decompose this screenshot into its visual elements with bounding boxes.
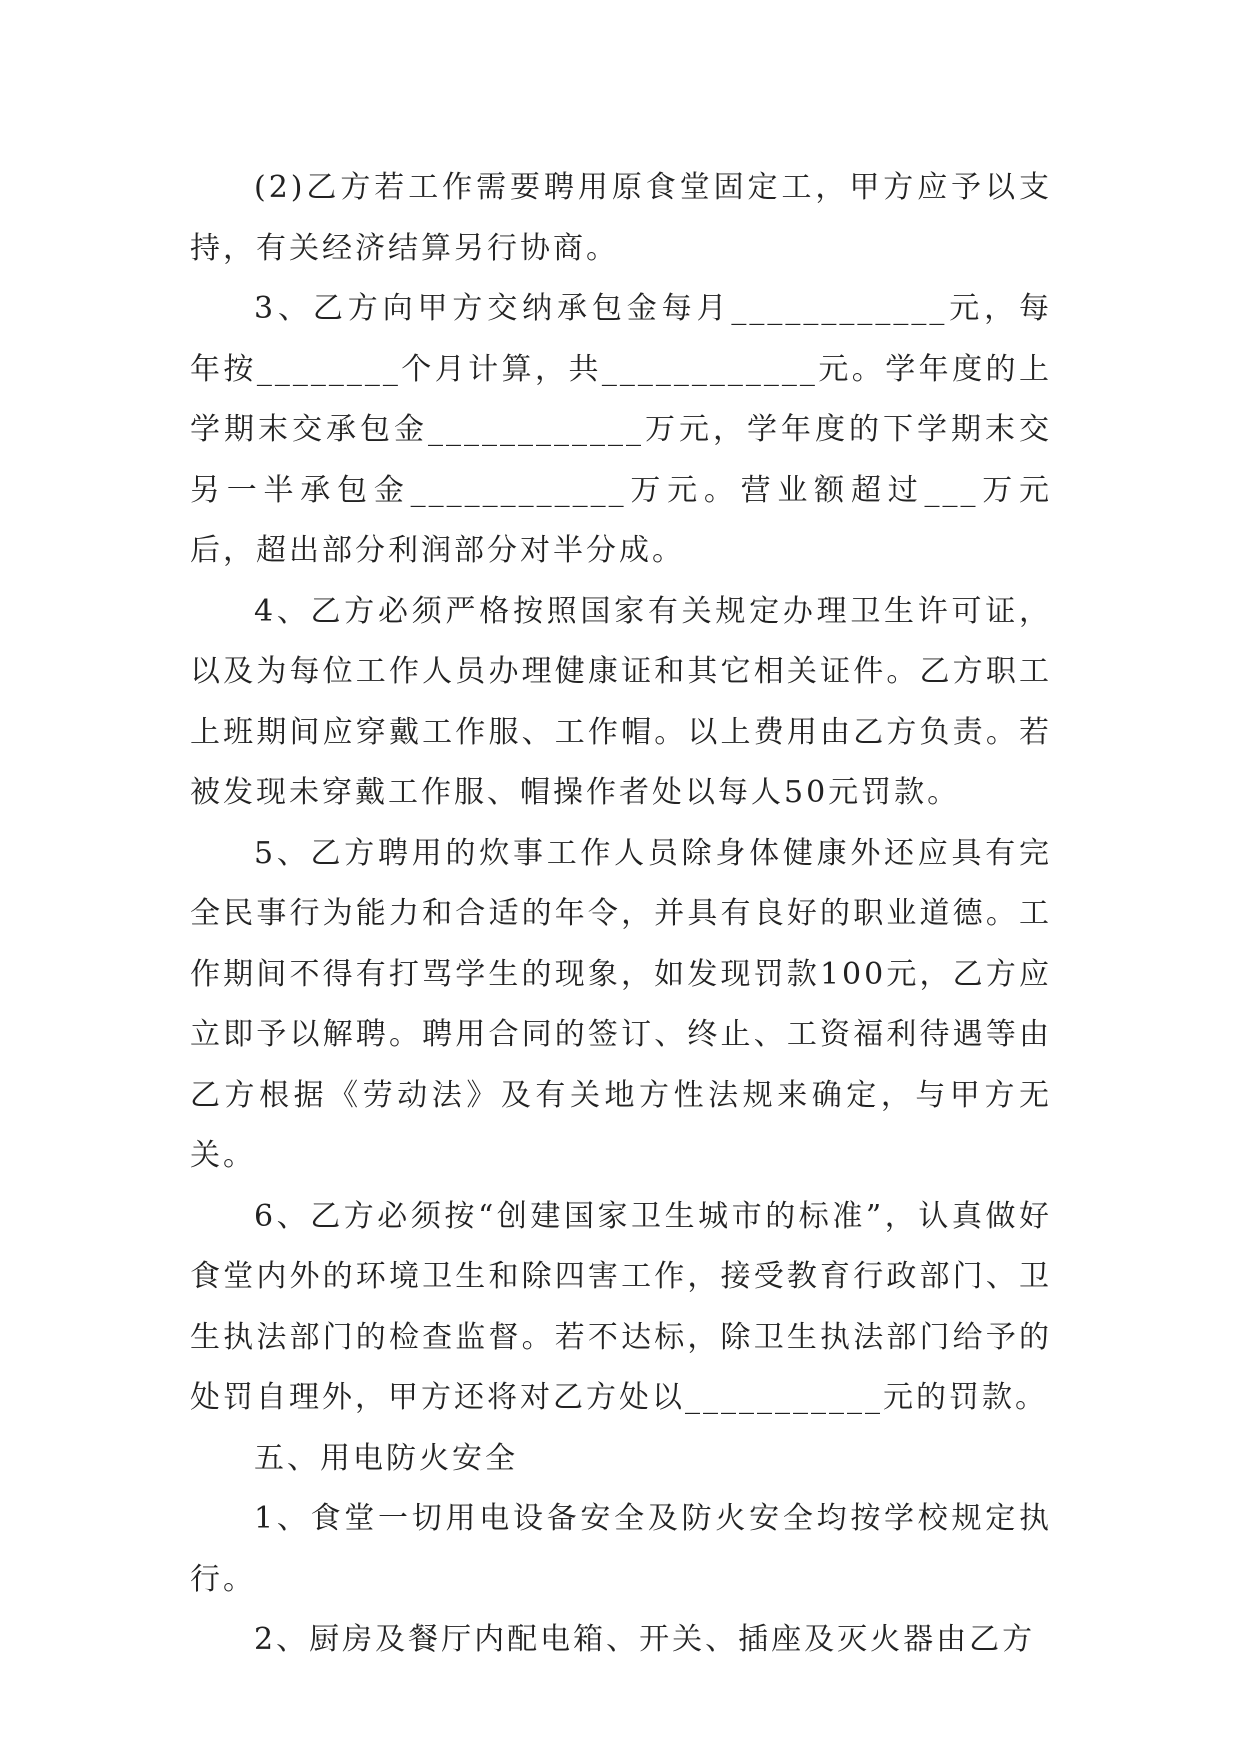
- paragraph-2-employ-staff: (2)乙方若工作需要聘用原食堂固定工，甲方应予以支持，有关经济结算另行协商。: [190, 170, 1052, 266]
- paragraph-fire-safety-1: 1、食堂一切用电设备安全及防火安全均按学校规定执行。: [190, 1501, 1052, 1597]
- document-body: [190, 158, 1052, 1671]
- paragraph-5-cook-staff: 5、乙方聘用的炊事工作人员除身体健康外还应具有完全民事行为能力和合适的年令，并具有良好的职业道德。工作期间不得有打骂学生的现象，如发现罚款100元，乙方应立即予以解聘。聘用合同的签订、终止、工资福利待遇等由乙方根据《劳动法》及有关地方性法规来确定，与甲方无关。: [190, 835, 1052, 1173]
- paragraph-6-hygiene: 6、乙方必须按“创建国家卫生城市的标准”，认真做好食堂内外的环境卫生和除四害工作，接受教育行政部门、卫生执法部门的检查监督。若不达标，除卫生执法部门给予的处罚自理外，甲方还将对乙方处以___________元的罚款。: [190, 1198, 1052, 1415]
- paragraph-4-health-license: 4、乙方必须严格按照国家有关规定办理卫生许可证，以及为每位工作人员办理健康证和其它相关证件。乙方职工上班期间应穿戴工作服、工作帽。以上费用由乙方负责。若被发现未穿戴工作服、帽操作者处以每人50元罚款。: [190, 593, 1052, 810]
- paragraph-fire-safety-2: 2、厨房及餐厅内配电箱、开关、插座及灭火器由乙方: [254, 1622, 1036, 1657]
- paragraph-3-contract-fee: 3、乙方向甲方交纳承包金每月____________元，每年按________个月计算，共____________元。学年度的上学期末交承包金____________万元，学年度的下学期末交另一半承包金____________万元。营业额超过___万元后，超出部分利润部分对半分成。: [190, 291, 1052, 568]
- section-heading-fire-safety: 五、用电防火安全: [254, 1440, 518, 1476]
